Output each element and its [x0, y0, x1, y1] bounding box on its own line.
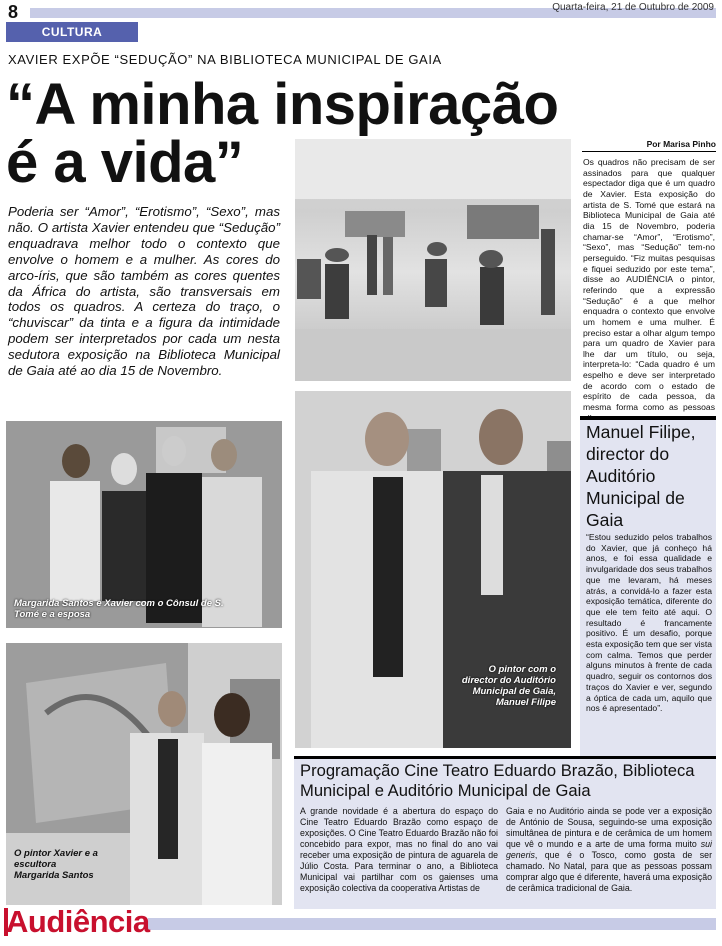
- group-photo-caption: Margarida Santos e Xavier com o Cônsul de S. Tomé e a esposa: [14, 598, 224, 620]
- program-title: Programação Cine Teatro Eduardo Brazão, Biblioteca Municipal e Auditório Municipal de Gaia: [300, 761, 695, 800]
- program-column-1: A grande novidade é a abertura do espaço do Cine Teatro Eduardo Brazão como espaço de exposições. O Cine Teatro Eduardo Brazão não foi concebido para expor, mas no final do ano vai receber uma exposição de pintura de aguarela de Júlio Costa. Para terminar o ano, a Biblioteca Municipal vai partilhar com os gaienses uma exposição colectiva da cooperativa Artistas de: [300, 806, 498, 893]
- sidebar-quote: “Estou seduzido pelos trabalhos do Xavier, que já conheço há anos, e foi essa qualidade e invulgaridade dos seus trabalhos que me levaram, há meses atrás, a convidá-lo a fazer esta exposição temática, diferente do que ele tem feito até aqui. O resultado é francamente positivo. É um desafio, porque esta exposição tem que ser vista com calma. Temos que perder alguns minutos à frente de cada quadro, seguir os contornos dos traços do Xavier e ver, segundo a óptica de cada um, aquilo que nos é apresentado”.: [586, 532, 712, 714]
- gallery-photo: [295, 139, 571, 381]
- painter-sculptor-caption: O pintor Xavier e a escultora Margarida Santos: [14, 848, 98, 881]
- program-col2-part-b: , que é o Tosco, como gosta de ser chamado. No Natal, para que as pessoas possam comprar algo que é diferente, haverá uma exposição de cerâmica tradicional de Gaia.: [506, 850, 712, 893]
- painter-director-caption: O pintor com o director do Auditório Municipal de Gaia, Manuel Filipe: [461, 664, 556, 708]
- byline: Por Marisa Pinho: [582, 139, 716, 152]
- headline-line-1: “A minha inspiração: [6, 72, 559, 137]
- group-illustration: [6, 421, 282, 628]
- program-column-2: [506, 806, 712, 894]
- gallery-illustration: [295, 139, 571, 381]
- section-label: CULTURA: [6, 22, 138, 42]
- program-col2-emphasis: sui generis: [506, 839, 712, 860]
- issue-date: Quarta-feira, 21 de Outubro de 2009: [552, 2, 714, 13]
- article-lede: Poderia ser “Amor”, “Erotismo”, “Sexo”, mas não. O artista Xavier entendeu que “Sedução” enquadrava melhor todo o contexto que envolve o homem e a mulher. As cores do arco-íris, que são também as cores quentes da África do artista, são transversais em todos os quadros. A certeza do traço, o “chuviscar” da tinta e a figura da intimidade podem ser interpretados por cada um nesta sedutora exposição na Biblioteca Municipal de Gaia até ao dia 15 de Novembro.: [8, 204, 280, 379]
- headline-line-2: é a vida”: [6, 130, 244, 195]
- program-col2-part-a: Gaia e no Auditório ainda se pode ver a exposição de António de Sousa, seguindo-se uma exposição simultânea de pintura e de cerâmica de um homem que vê o mundo e a arte de uma forma muito: [506, 806, 712, 849]
- page-number: 8: [8, 2, 19, 22]
- publication-logo: Audiência: [6, 904, 150, 939]
- article-kicker: XAVIER EXPÕE “SEDUÇÃO” NA BIBLIOTECA MUNICIPAL DE GAIA: [8, 52, 442, 67]
- bottom-rule: [148, 918, 716, 930]
- group-photo: [6, 421, 282, 628]
- article-body: Os quadros não precisam de ser assinados para que qualquer espectador diga que é um quadro de Xavier. Esta exposição do artista de S. Tomé que estará na Biblioteca Municipal de Gaia até dia 15 de Novembro, poderia chamar-se “Amor”, “Erotismo”, “Sexo”, mas “Sedução” tem-no perseguido. “Fiz muitas pesquisas e fiquei seduzido por este tema”, disse ao AUDIÊNCIA o pintor, referindo que a expressão “Sedução” é a que melhor enquadra o contexto que envolve um homem e uma mulher. É preciso estar a olhar algum tempo para um quadro de Xavier para lhe dar um título, ou seja, interpreta-lo: “Cada quadro é um espelho e deve ser interpretado de acordo com o estado de espírito de cada pessoa, da mesma forma como as pessoas: [583, 157, 715, 413]
- sidebar-title: Manuel Filipe, director do Auditório Municipal de Gaia: [586, 422, 696, 530]
